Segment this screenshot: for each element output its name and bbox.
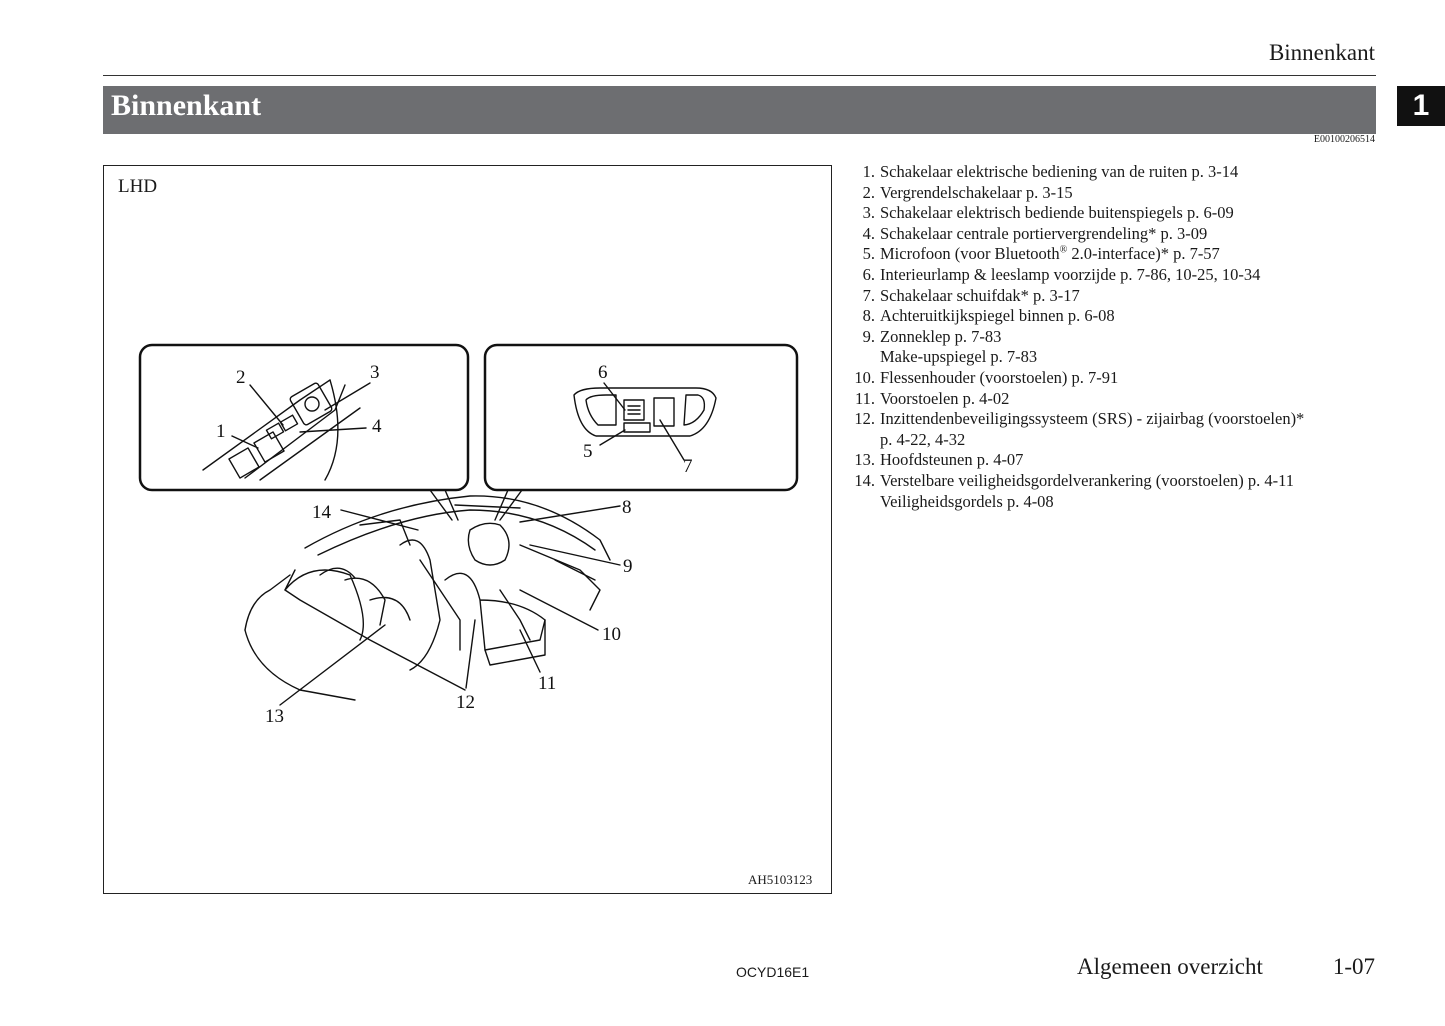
callout-11: 11 <box>538 673 557 694</box>
footer-doc-code: OCYD16E1 <box>736 964 810 980</box>
list-item: 10. Flessenhouder (voorstoelen) p. 7-91 <box>854 367 1119 387</box>
list-item-continuation: Make-upspiegel p. 7-83 <box>880 347 1038 367</box>
callout-6: 6 <box>598 362 608 383</box>
doc-code: E00100206514 <box>1313 134 1375 145</box>
component-list <box>848 162 1368 512</box>
list-item: 3. Schakelaar elektrisch bediende buitenspiegels p. 6-09 <box>862 203 1234 223</box>
car-interior-sketch <box>245 496 610 700</box>
callout-10: 10 <box>602 624 621 645</box>
list-item: 8. Achteruitkijkspiegel binnen p. 6-08 <box>862 306 1115 326</box>
list-item: 13. Hoofdsteunen p. 4-07 <box>854 450 1024 470</box>
callout-labels <box>216 362 693 727</box>
list-item-continuation: Veiligheidsgordels p. 4-08 <box>880 491 1054 511</box>
chapter-tab: 1 <box>1397 86 1445 126</box>
list-item: 11. Voorstoelen p. 4-02 <box>854 388 1010 408</box>
figure-variant-label: LHD <box>118 176 158 197</box>
section-title: Binnenkant <box>111 89 262 122</box>
figure-code: AH5103123 <box>748 872 813 887</box>
callout-1: 1 <box>216 421 226 442</box>
list-item: 14. Verstelbare veiligheidsgordelverankering (voorstoelen) p. 4-11 <box>854 470 1295 490</box>
callout-2: 2 <box>236 367 246 388</box>
callout-4: 4 <box>372 416 382 437</box>
callout-5: 5 <box>583 441 593 462</box>
list-item: 2. Vergrendelschakelaar p. 3-15 <box>862 182 1073 202</box>
overhead-console-inset <box>485 345 797 490</box>
callout-7: 7 <box>683 456 693 477</box>
callout-13: 13 <box>265 706 284 727</box>
running-head: Binnenkant <box>1268 40 1375 65</box>
list-item: 1. Schakelaar elektrische bediening van de ruiten p. 3-14 <box>862 162 1239 181</box>
list-item: 4. Schakelaar centrale portiervergrendeling* p. 3-09 <box>862 223 1208 243</box>
callout-9: 9 <box>623 556 633 577</box>
list-item: 7. Schakelaar schuifdak* p. 3-17 <box>862 285 1080 305</box>
list-item: 6. Interieurlamp & leeslamp voorzijde p. 7-86, 10-25, 10-34 <box>862 264 1261 284</box>
callout-14: 14 <box>312 502 331 523</box>
list-item: 9. Zonneklep p. 7-83 <box>862 326 1002 346</box>
callout-12: 12 <box>456 692 475 713</box>
list-item-continuation: p. 4-22, 4-32 <box>880 429 966 449</box>
list-item: 12. Inzittendenbeveiligingssysteem (SRS) - zijairbag (voorstoelen)* <box>854 409 1305 429</box>
footer-section-name: Algemeen overzicht <box>1077 954 1263 979</box>
callout-8: 8 <box>622 497 632 518</box>
list-item: 5. Microfoon (voor Bluetooth® 2.0-interface)* p. 7-57 <box>862 244 1220 264</box>
door-switch-inset <box>140 345 468 490</box>
callout-3: 3 <box>370 362 380 383</box>
page-number: 1-07 <box>1332 954 1375 979</box>
